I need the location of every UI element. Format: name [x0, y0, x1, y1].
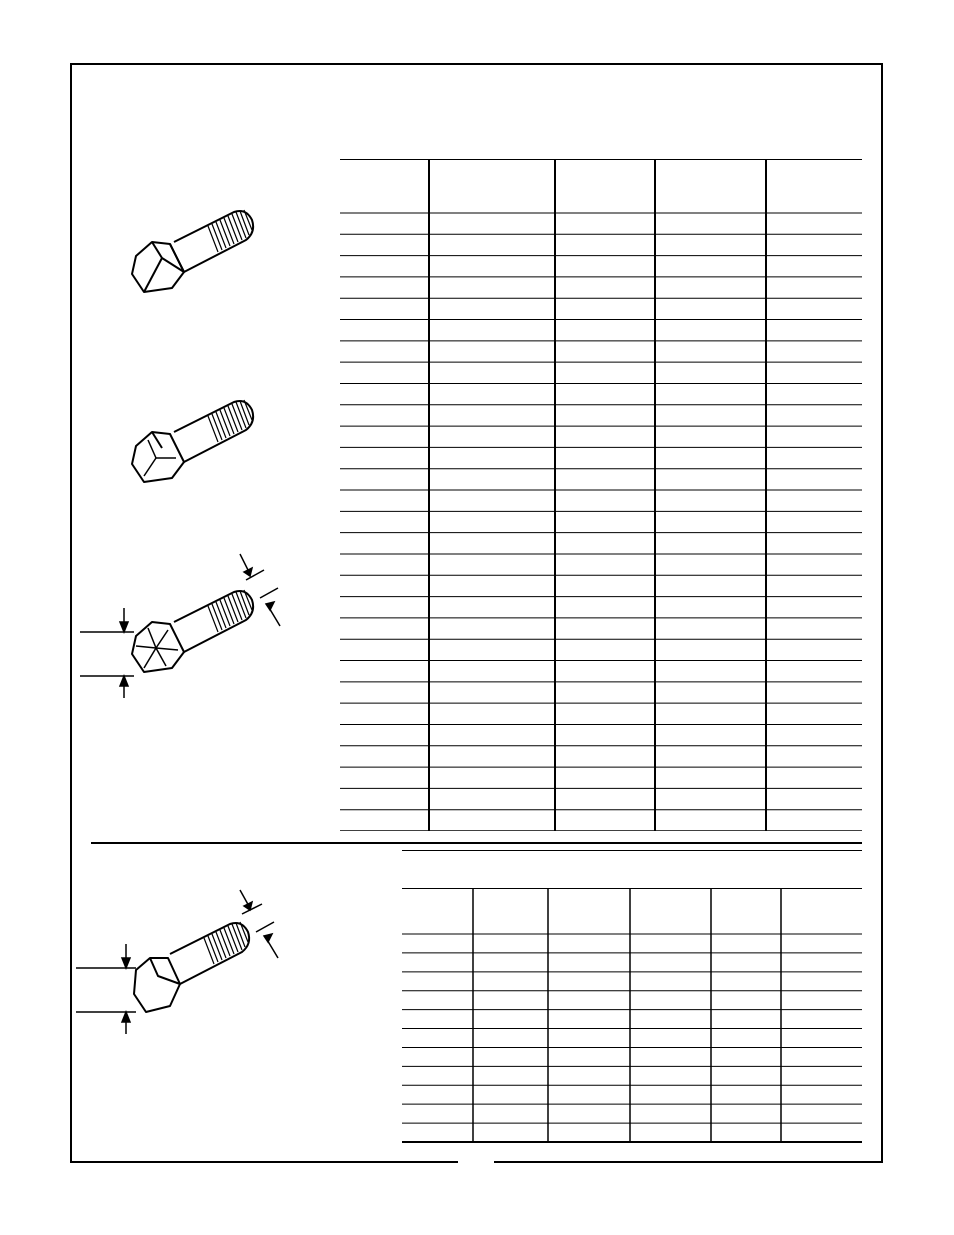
page-title: [90, 80, 860, 140]
section-divider: [91, 842, 862, 844]
bolt-grade-2-icon: [122, 200, 262, 300]
upper-torque-table: [340, 159, 862, 831]
page-number: [458, 1158, 494, 1168]
lower-torque-table: [402, 888, 862, 1144]
lower-section-title-rule: [402, 850, 862, 851]
bolt-grade-5-icon: [122, 390, 262, 490]
bolt-metric-icon: [74, 888, 284, 1038]
bolt-grade-8-icon: [78, 550, 288, 700]
